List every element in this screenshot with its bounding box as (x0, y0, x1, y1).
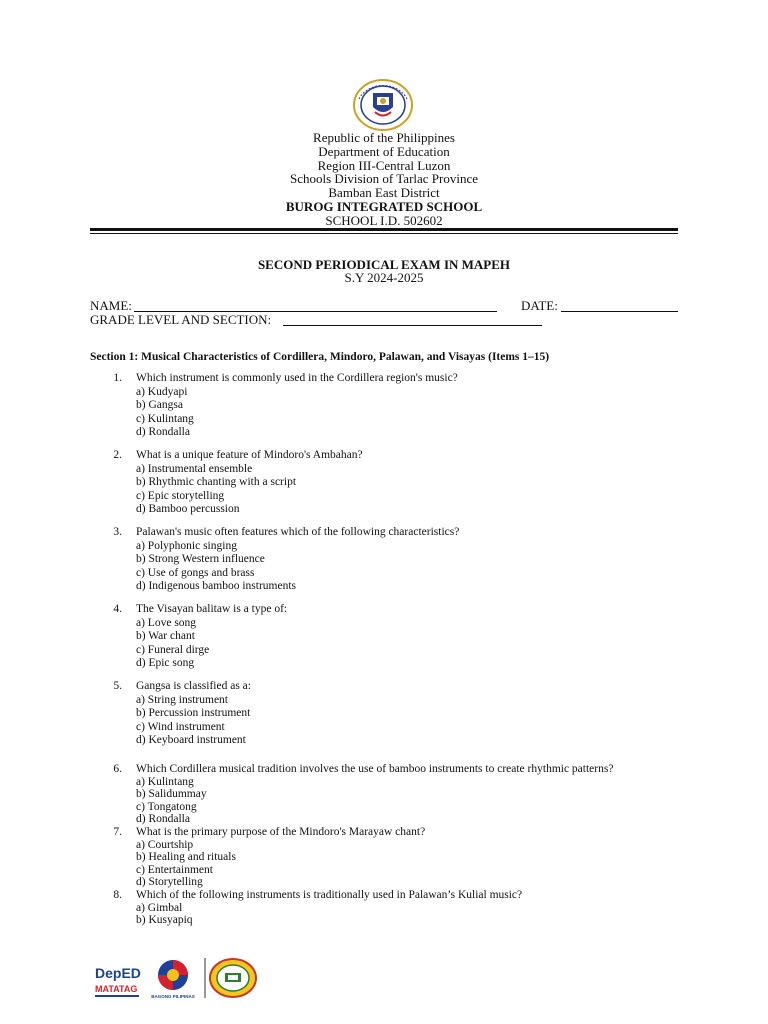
bagong-pilipinas-logo (150, 958, 196, 1000)
question-text: What is the primary purpose of the Mindoro's Marayaw chant? (136, 826, 426, 838)
answer-option[interactable]: c) Kulintang (136, 412, 194, 425)
date-blank-line[interactable] (561, 311, 678, 312)
question-text: Palawan's music often features which of the following characteristics? (136, 526, 460, 538)
header-region: Region III-Central Luzon (317, 158, 451, 173)
answer-option[interactable]: a) Gimbal (136, 901, 183, 914)
answer-option[interactable]: c) Tongatong (136, 800, 197, 813)
grade-section-label: GRADE LEVEL AND SECTION: (90, 312, 272, 327)
answer-option[interactable]: a) Polyphonic singing (136, 539, 237, 552)
question-text: The Visayan balitaw is a type of: (136, 603, 288, 615)
header-divider-thin (90, 233, 678, 234)
question-number: 2. (113, 449, 122, 461)
date-label: DATE: (521, 298, 558, 313)
answer-option[interactable]: d) Epic song (136, 657, 195, 670)
answer-option[interactable]: d) Keyboard instrument (136, 734, 246, 747)
answer-option[interactable]: a) Courtship (136, 838, 194, 851)
answer-option[interactable]: b) Salidummay (136, 788, 207, 801)
deped-matatag-logo (94, 962, 142, 1000)
deped-logo-text: DepED (95, 965, 141, 981)
answer-option[interactable]: c) Entertainment (136, 863, 213, 876)
exam-title: SECOND PERIODICAL EXAM IN MAPEH (257, 257, 511, 272)
question-number: 1. (113, 372, 122, 384)
bagong-pilipinas-text: BAGONG PILIPINAS (151, 994, 195, 999)
answer-option[interactable]: c) Epic storytelling (136, 489, 225, 502)
answer-option[interactable]: c) Use of gongs and brass (136, 566, 255, 579)
question-text: Gangsa is classified as a: (136, 680, 251, 692)
question-text: Which of the following instruments is traditionally used in Palawan’s Kulial music? (136, 889, 523, 901)
answer-option[interactable]: b) Rhythmic chanting with a script (136, 476, 297, 489)
header-divider-thick (90, 228, 678, 231)
matatag-logo-text: MATATAG (95, 984, 138, 994)
question-number: 6. (113, 763, 122, 775)
question-number: 5. (113, 680, 122, 692)
answer-option[interactable]: a) Instrumental ensemble (136, 462, 253, 475)
question-number: 8. (113, 889, 122, 901)
answer-option[interactable]: a) Love song (136, 616, 197, 629)
answer-option[interactable]: a) String instrument (136, 693, 228, 706)
school-year: S.Y 2024-2025 (344, 270, 424, 285)
answer-option[interactable]: a) Kudyapi (136, 385, 188, 398)
answer-option[interactable]: b) Kusyapiq (136, 914, 193, 927)
answer-option[interactable]: b) Percussion instrument (136, 707, 251, 720)
name-label: NAME: (90, 298, 132, 313)
footer-logo-divider (204, 958, 206, 998)
section-1-title: Section 1: Musical Characteristics of Cordillera, Mindoro, Palawan, and Visayas (Items 1–15) (90, 351, 550, 363)
school-id: SCHOOL I.D. 502602 (325, 213, 443, 228)
answer-option[interactable]: d) Rondalla (136, 426, 190, 439)
question-number: 4. (113, 603, 122, 615)
deped-seal-logo (353, 79, 413, 131)
answer-option[interactable]: d) Rondalla (136, 813, 190, 826)
header-department: Department of Education (318, 144, 450, 159)
question-number: 3. (113, 526, 122, 538)
answer-option[interactable]: d) Indigenous bamboo instruments (136, 580, 297, 593)
answer-option[interactable]: c) Wind instrument (136, 720, 225, 733)
answer-option[interactable]: a) Kulintang (136, 775, 194, 788)
question-text: What is a unique feature of Mindoro's Ambahan? (136, 449, 363, 461)
answer-option[interactable]: c) Funeral dirge (136, 643, 210, 656)
answer-option[interactable]: d) Bamboo percussion (136, 503, 240, 516)
answer-option[interactable]: b) Strong Western influence (136, 553, 265, 566)
grade-section-blank-line[interactable] (283, 325, 542, 326)
question-text: Which instrument is commonly used in the Cordillera region's music? (136, 372, 458, 384)
answer-option[interactable]: b) Gangsa (136, 399, 183, 412)
school-name: BUROG INTEGRATED SCHOOL (285, 199, 483, 214)
question-text: Which Cordillera musical tradition involves the use of bamboo instruments to create rhythmic patterns? (136, 763, 614, 775)
school-seal-logo (209, 958, 257, 998)
answer-option[interactable]: b) Healing and rituals (136, 851, 236, 864)
header-republic: Republic of the Philippines (313, 130, 455, 145)
question-number: 7. (113, 826, 122, 838)
answer-option[interactable]: d) Storytelling (136, 876, 203, 889)
header-district: Bamban East District (328, 185, 440, 200)
answer-option[interactable]: b) War chant (136, 630, 195, 643)
header-division: Schools Division of Tarlac Province (289, 171, 479, 186)
